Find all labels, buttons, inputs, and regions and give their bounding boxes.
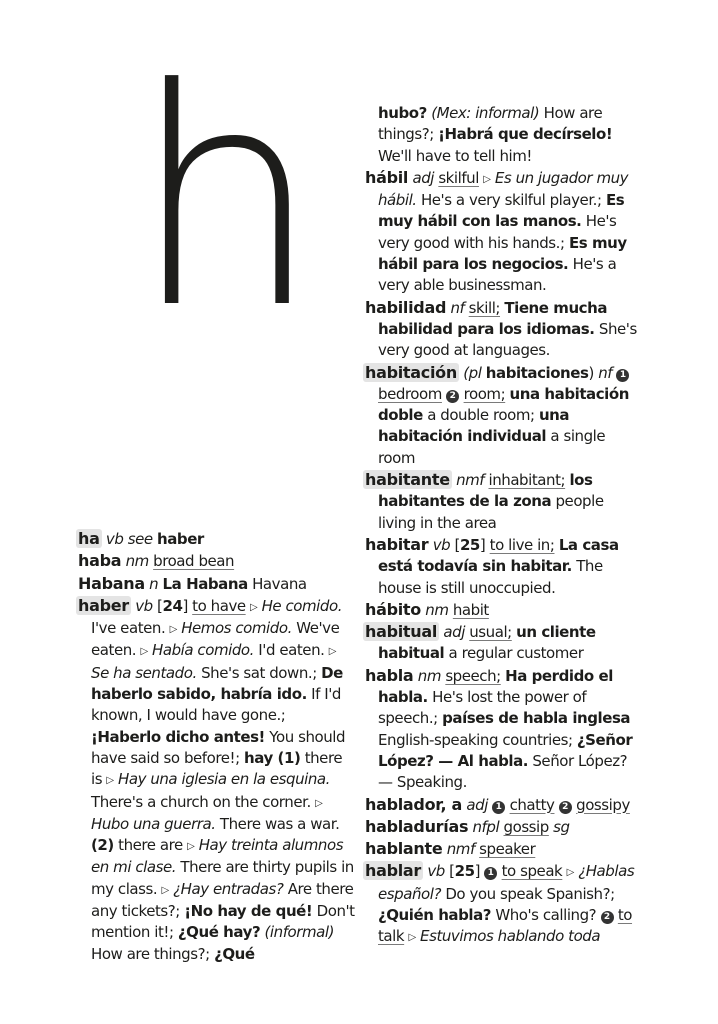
example: Hemos comido. — [181, 619, 292, 638]
phrase: La casa está todavía sin habitar. — [378, 535, 619, 576]
part-of-speech: vb — [432, 535, 451, 554]
entry-habito — [365, 599, 643, 621]
translation: speech; — [445, 666, 501, 685]
example: ¿Hay entradas? — [173, 879, 284, 898]
entry-habitual — [365, 621, 643, 665]
phrase-translation: Don't mention it!; — [91, 902, 355, 942]
phrase: una habitación individual — [378, 406, 570, 446]
translation: Havana — [252, 574, 307, 593]
phrase: ¿Qué hay? — [177, 923, 261, 942]
phrase-translation: We'll have to tell him! — [378, 146, 532, 165]
part-of-speech: nfpl — [472, 817, 500, 836]
phrase-translation: She's very good at languages. — [378, 319, 637, 360]
number-label: sg — [553, 817, 570, 836]
example-translation: There was a war. — [219, 814, 340, 833]
translation: bedroom — [378, 384, 442, 403]
part-of-speech: vb — [105, 530, 124, 548]
part-of-speech: adj — [443, 623, 465, 642]
example: Es un jugador muy hábil. — [378, 168, 629, 210]
right-column — [365, 103, 643, 949]
headword: hablante — [365, 839, 443, 859]
headword: habladurías — [365, 816, 469, 836]
section-letter: h — [130, 25, 316, 374]
entry-haba — [78, 550, 356, 572]
example-arrow-icon: ▷ — [169, 624, 177, 636]
phrase: países de habla inglesa — [442, 709, 631, 728]
example-arrow-icon: ▷ — [483, 173, 491, 185]
phrase-translation: You should have said so before!; — [91, 727, 346, 767]
headword: habitual — [365, 622, 438, 642]
sense-number-icon: 2 — [601, 911, 614, 924]
example: Se ha sentado. — [91, 663, 197, 682]
example: Hubo una guerra. — [91, 814, 216, 833]
sense-number-icon: 1 — [616, 369, 629, 382]
phrase-translation: He's very good with his hands.; — [378, 212, 617, 252]
phrase: ¿Señor López? — Al habla. — [378, 730, 633, 770]
entry-haber-continued — [365, 103, 643, 167]
headword: habitación — [365, 362, 457, 382]
phrase: Tiene mucha habilidad para los idiomas. — [378, 298, 608, 338]
entry-habana — [78, 573, 356, 595]
phrase-translation: Who's calling? — [495, 905, 597, 924]
part-of-speech: nmf — [456, 471, 485, 490]
translation: there are — [118, 836, 183, 855]
phrase: ¿Qué — [214, 944, 255, 963]
entry-ha — [78, 528, 356, 550]
translation: to live in; — [489, 535, 555, 554]
entry-habladurias — [365, 816, 643, 838]
phrase-translation: He's lost the power of speech.; — [378, 688, 587, 728]
example: Hay una iglesia en la esquina. — [118, 770, 330, 789]
example-translation: Are there any tickets?; — [91, 879, 354, 921]
phrase: De haberlo sabido, habría ido. — [91, 663, 343, 704]
example-translation: I've eaten. — [91, 619, 166, 638]
part-of-speech: n — [149, 574, 159, 593]
headword: habitante — [365, 470, 450, 490]
entry-hablador — [365, 794, 643, 816]
part-of-speech: adj — [466, 795, 488, 814]
phrase-translation: people living in the area — [378, 492, 604, 532]
translation: usual; — [469, 623, 512, 642]
example-arrow-icon: ▷ — [328, 646, 337, 658]
example-translation: I'd eaten. — [258, 641, 325, 660]
phrase: una habitación doble — [378, 384, 629, 425]
phrase-translation: a double room; — [427, 406, 535, 425]
plural-form: habitaciones — [485, 363, 589, 382]
headword: hablar — [365, 861, 422, 881]
entry-hablar: hablar vb [25] 1 to speak ▷ ¿Hablas español? Do you speak Spanish?; ¿Quién habla? Who's calling? 2 to talk ▷ Estuvimos hablando toda — [365, 861, 635, 946]
sense-number-icon: 1 — [484, 867, 497, 880]
part-of-speech: adj — [412, 168, 434, 187]
example: Estuvimos hablando toda — [420, 927, 601, 946]
phrase-translation: Señor López? — Speaking. — [378, 751, 628, 792]
left-column — [78, 528, 356, 965]
sense-number-icon: 1 — [492, 801, 505, 814]
phrase: Ha perdido el habla. — [378, 666, 613, 707]
example-translation: She's sat down.; — [201, 663, 317, 682]
entry-habitante — [365, 469, 643, 534]
translation: gossipy — [576, 795, 630, 814]
example-arrow-icon: ▷ — [106, 775, 114, 787]
closing-paren: ) — [588, 363, 594, 382]
entry-habil — [365, 167, 643, 297]
part-of-speech: vb — [135, 596, 153, 615]
part-of-speech: nm — [125, 552, 149, 571]
example: Hay treinta alumnos en mi clase. — [91, 836, 344, 877]
phrase: ¿Quién habla? — [378, 905, 492, 924]
sense-marker: (2) — [91, 836, 114, 855]
headword: hábito — [365, 599, 421, 619]
phrase: Es muy hábil con las manos. — [378, 191, 625, 231]
translation: speaker — [479, 840, 536, 859]
entry-habitar: habitar vb [25] to live in; La casa está todavía sin habitar. The house is still unoccupied. — [365, 534, 619, 597]
phrase: un cliente habitual — [378, 623, 596, 663]
phrase: Es muy hábil para los negocios. — [378, 233, 627, 274]
translation: room; — [463, 384, 506, 403]
phrase-translation: a regular customer — [448, 644, 584, 663]
headword: Habana — [78, 573, 145, 593]
example-arrow-icon: ▷ — [566, 867, 574, 879]
headword: hablador, a — [365, 794, 463, 814]
translation: skilful — [438, 168, 479, 187]
phrase-translation: He's a very able businessman. — [378, 255, 617, 295]
phrase-translation: The house is still unoccupied. — [378, 557, 603, 597]
translation: habit — [452, 600, 489, 619]
headword: ha — [78, 529, 100, 548]
verb-table-number: 25 — [454, 862, 475, 881]
phrase-translation: a single room — [378, 427, 606, 467]
part-of-speech: nm — [425, 600, 449, 619]
phrase-translation: How are things?; — [378, 104, 603, 144]
example: ¿Hablas español? — [378, 862, 635, 903]
headword: habitar — [365, 534, 429, 554]
translation: skill; — [468, 298, 501, 317]
part-of-speech: nm — [417, 666, 441, 685]
phrase-translation: If I'd known, I would have gone.; — [91, 685, 341, 725]
phrase-translation: How are things?; — [91, 944, 210, 963]
register-label: (informal) — [264, 923, 335, 942]
example: Había comido. — [152, 641, 254, 660]
example-arrow-icon: ▷ — [315, 797, 323, 809]
entry-hablante — [365, 838, 643, 860]
part-of-speech: nmf — [446, 840, 475, 859]
phrase-translation: English-speaking countries; — [378, 730, 573, 749]
example: He comido. — [261, 596, 343, 615]
verb-table-number: 25 — [459, 535, 480, 554]
translation: inhabitant; — [488, 471, 566, 490]
example-translation: Do you speak Spanish?; — [445, 884, 615, 903]
example-arrow-icon: ▷ — [187, 841, 195, 853]
headword: haba — [78, 551, 122, 571]
part-of-speech: nf — [598, 363, 613, 382]
headword: habla — [365, 665, 414, 685]
example-arrow-icon: ▷ — [140, 646, 148, 658]
sense-number-icon: 2 — [559, 801, 572, 814]
entry-habitacion — [365, 362, 643, 469]
translation: to have — [192, 596, 246, 615]
example-translation: There are thirty pupils in my class. — [91, 858, 354, 898]
register-label: (Mex: informal) — [431, 104, 540, 122]
cross-reference: haber — [157, 530, 204, 548]
entry-habla — [365, 665, 643, 794]
translation: gossip — [503, 817, 549, 836]
part-of-speech: nf — [450, 298, 465, 317]
headword: hábil — [365, 167, 409, 187]
phrase: hubo? — [378, 104, 427, 122]
translation: to speak — [501, 862, 563, 881]
phrase: ¡Habrá que decírselo! — [438, 125, 613, 144]
entry-habilidad — [365, 297, 643, 362]
translation: chatty — [509, 795, 555, 814]
sense-number-icon: 2 — [446, 390, 459, 403]
example-arrow-icon: ▷ — [408, 932, 416, 944]
translation: broad bean — [153, 552, 235, 571]
plural-label: (pl — [463, 363, 482, 382]
example-translation: We've eaten. — [91, 619, 340, 660]
example-arrow-icon: ▷ — [161, 884, 169, 896]
example-arrow-icon: ▷ — [249, 601, 258, 613]
phrase: los habitantes de la zona — [378, 471, 593, 511]
example-translation: There's a church on the corner. — [91, 792, 311, 811]
translation: there is — [91, 748, 343, 789]
phrase: ¡Haberlo dicho antes! — [91, 727, 265, 746]
example-translation: He's a very skilful player.; — [420, 191, 602, 210]
headword: haber — [78, 595, 129, 615]
sense-marker: hay (1) — [244, 748, 301, 767]
entry-haber: haber vb [24] to have ▷ He comido. I've eaten. ▷ Hemos comido. We've eaten. ▷ Había comido. I'd eaten. ▷ Se ha sentado. She's sat down.; De haberlo sabido, habría ido. If I'd known, I would have gone.; ¡Haberlo dicho antes! You should have said so before!; hay (1) there is ▷ Hay una iglesia en la esquina. There's a church on the corner. ▷ Hubo una guerra. There was a war. (2) there are ▷ Hay treinta alumnos en mi clase. There are thirty pupils in my class. ▷ ¿Hay entradas? Are there any tickets?; ¡No hay de qué! Don't mention it!; ¿Qué hay? (informal) How are things?; ¿Qué — [78, 595, 355, 963]
part-of-speech: vb — [427, 862, 445, 881]
verb-table-number: 24 — [162, 596, 183, 615]
translation: to talk — [378, 905, 633, 946]
phrase: La Habana — [162, 574, 248, 593]
headword: habilidad — [365, 297, 447, 317]
see-label: see — [127, 530, 153, 548]
phrase: ¡No hay de qué! — [184, 902, 313, 921]
